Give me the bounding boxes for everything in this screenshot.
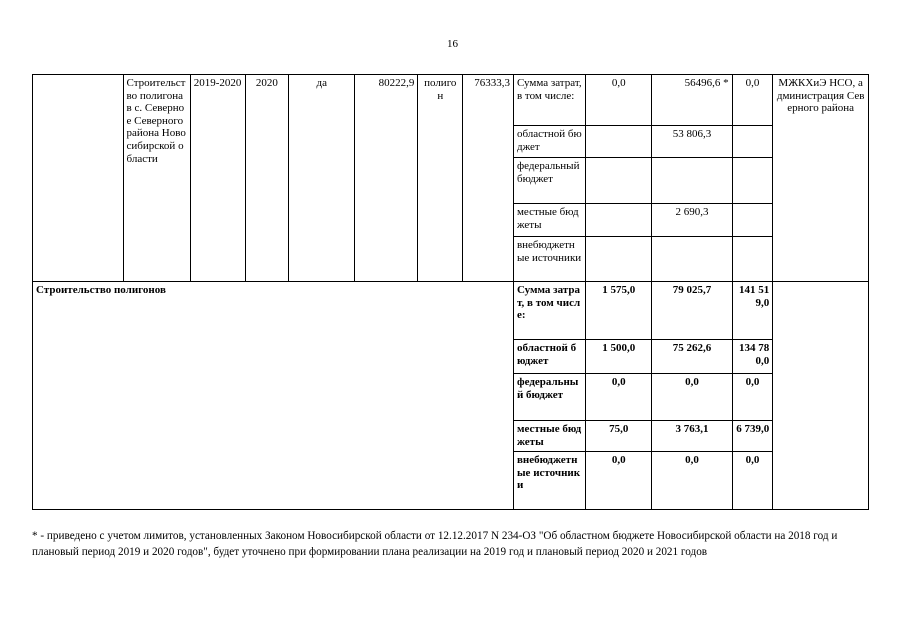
funding-value: 134 780,0: [732, 340, 773, 374]
responsible-org: МЖКХиЭ НСО, администрация Северного района: [773, 75, 869, 282]
funding-value: [732, 204, 773, 237]
funding-value: 0,0: [586, 452, 652, 510]
funding-source: местные бюджеты: [513, 204, 585, 237]
funding-source: федеральный бюджет: [513, 158, 585, 204]
funding-source: областной бюджет: [513, 340, 585, 374]
funding-value: [652, 158, 732, 204]
project-year-end: 2020: [245, 75, 289, 282]
funding-value: 0,0: [732, 374, 773, 421]
funding-value: 0,0: [732, 75, 773, 126]
total-name: Строительство полигонов: [33, 282, 514, 510]
funding-source: внебюджетные источники: [513, 237, 585, 282]
page-number: 16: [447, 38, 458, 50]
program-table: [32, 74, 869, 510]
project-name: Строительство полигона в с. Северное Северного района Новосибирской области: [123, 75, 190, 282]
funding-value: 75,0: [586, 421, 652, 452]
table-row: [33, 75, 869, 126]
funding-source: местные бюджеты: [513, 421, 585, 452]
funding-value: 141 519,0: [732, 282, 773, 340]
funding-value: 0,0: [652, 374, 732, 421]
empty-cell: [33, 75, 124, 282]
project-years: 2019-2020: [190, 75, 245, 282]
funding-source: областной бюджет: [513, 126, 585, 158]
funding-value: 1 575,0: [586, 282, 652, 340]
funding-value: 0,0: [652, 452, 732, 510]
project-cost: 80222,9: [355, 75, 418, 282]
funding-value: 0,0: [586, 374, 652, 421]
funding-value: [586, 237, 652, 282]
footnote: * - приведено с учетом лимитов, установленных Законом Новосибирской области от 12.12.2017 N 234-ОЗ "Об областном бюджете Новосибирской области на 2018 год и плановый период 2019 и 2020 годов", будет уточнено при формировании плана реализации на 2019 год и плановый период 2020 и 2021 годов: [32, 530, 838, 558]
funding-value: [586, 158, 652, 204]
table-row: [33, 282, 869, 340]
funding-value: 56496,6 *: [652, 75, 732, 126]
funding-value: [732, 126, 773, 158]
project-flag: да: [289, 75, 355, 282]
funding-value: 75 262,6: [652, 340, 732, 374]
funding-source: Сумма затрат, в том числе:: [513, 282, 585, 340]
funding-value: 1 500,0: [586, 340, 652, 374]
funding-source: внебюджетные источники: [513, 452, 585, 510]
funding-value: 0,0: [586, 75, 652, 126]
funding-value: [732, 237, 773, 282]
funding-value: 2 690,3: [652, 204, 732, 237]
project-capacity: 76333,3: [463, 75, 514, 282]
funding-source: федеральный бюджет: [513, 374, 585, 421]
empty-cell: [773, 282, 869, 510]
funding-value: 3 763,1: [652, 421, 732, 452]
project-type: полигон: [418, 75, 463, 282]
funding-value: 53 806,3: [652, 126, 732, 158]
funding-value: [652, 237, 732, 282]
funding-value: [586, 204, 652, 237]
funding-value: [732, 158, 773, 204]
funding-value: 6 739,0: [732, 421, 773, 452]
funding-value: [586, 126, 652, 158]
funding-value: 79 025,7: [652, 282, 732, 340]
funding-source: Сумма затрат, в том числе:: [513, 75, 585, 126]
funding-value: 0,0: [732, 452, 773, 510]
